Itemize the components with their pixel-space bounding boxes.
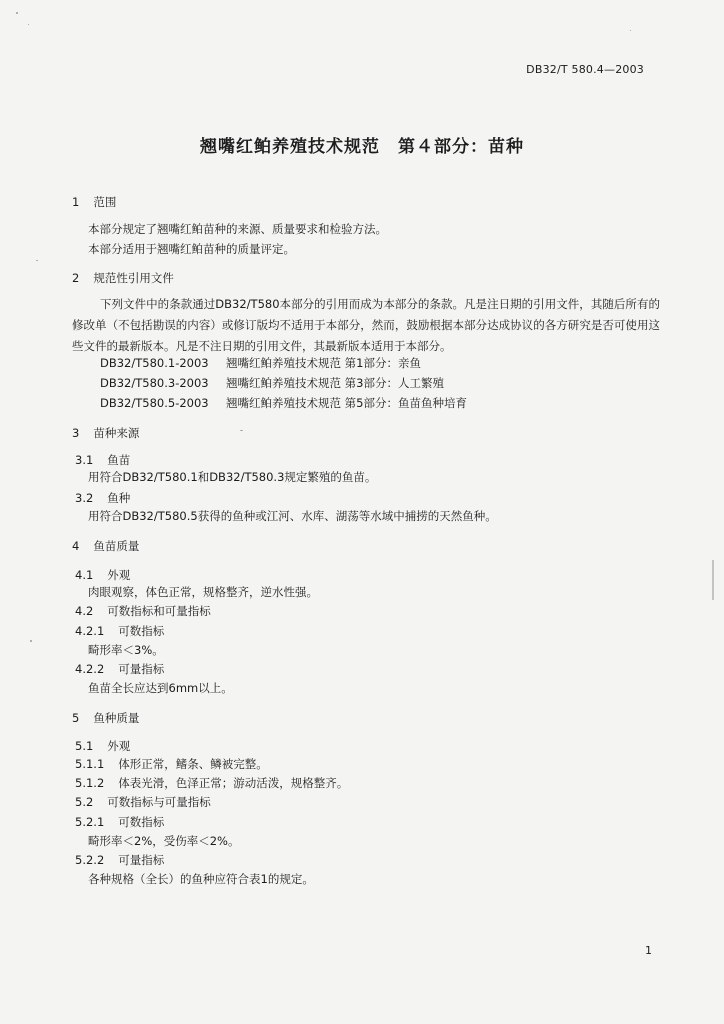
section-4-2-heading: 4.2 可数指标和可量指标: [75, 604, 211, 618]
section-4-1-heading: 4.1 外观: [75, 568, 131, 582]
ref-item: DB32/T580.5-2003 翘嘴红鲌养殖技术规范 第5部分：鱼苗鱼种培育: [100, 396, 467, 410]
section-4-heading: 4 鱼苗质量: [72, 539, 140, 553]
section-3-2-text: 用符合DB32/T580.5获得的鱼种或江河、水库、湖荡等水域中捕捞的天然鱼种。: [88, 509, 497, 523]
section-5-heading: 5 鱼种质量: [72, 711, 140, 725]
page-title: 翘嘴红鲌养殖技术规范 第４部分：苗种: [200, 137, 524, 157]
section-5-1-1-item: 5.1.1 体形正常，鳍条、鳞被完整。: [75, 757, 268, 771]
section-3-2-heading: 3.2 鱼种: [75, 491, 131, 505]
section-5-1-heading: 5.1 外观: [75, 739, 131, 753]
section-2-heading: 2 规范性引用文件: [72, 271, 174, 285]
ref-item: DB32/T580.1-2003 翘嘴红鲌养殖技术规范 第1部分：亲鱼: [100, 356, 421, 370]
scan-speck: [30, 640, 32, 642]
section-2-paragraph: 下列文件中的条款通过DB32/T580本部分的引用而成为本部分的条款。凡是注日期的引用文件，其随后所有的修改单（不包括勘误的内容）或修订版均不适用于本部分，然而，鼓励根据本部分达成协议的各方研究是否可使用这些文件的最新版本。凡是不注日期的引用文件，其最新版本适用于本部分。: [72, 297, 660, 353]
section-1-heading: 1 范围: [72, 195, 117, 209]
section-5-2-1-heading: 5.2.1 可数指标: [75, 815, 165, 829]
section-4-2-2-heading: 4.2.2 可量指标: [75, 662, 165, 676]
section-5-1-2-item: 5.1.2 体表光滑，色泽正常；游动活泼，规格整齐。: [75, 776, 349, 790]
section-1-line-2: 本部分适用于翘嘴红鲌苗种的质量评定。: [88, 242, 295, 256]
scan-speck: [240, 430, 243, 431]
section-4-2-2-text: 鱼苗全长应达到6mm以上。: [88, 681, 233, 695]
section-4-2-1-heading: 4.2.1 可数指标: [75, 624, 165, 638]
section-4-2-1-text: 畸形率＜3%。: [88, 643, 164, 657]
section-3-1-text: 用符合DB32/T580.1和DB32/T580.3规定繁殖的鱼苗。: [88, 470, 377, 484]
scan-speck: [28, 24, 29, 25]
section-1-line-1: 本部分规定了翘嘴红鲌苗种的来源、质量要求和检验方法。: [88, 222, 387, 236]
scan-speck: [630, 30, 631, 31]
section-5-2-1-text: 畸形率＜2%，受伤率＜2%。: [88, 834, 240, 848]
page-number: 1: [645, 944, 652, 957]
section-4-1-text: 肉眼观察，体色正常，规格整齐，逆水性强。: [88, 585, 318, 599]
section-5-2-heading: 5.2 可数指标与可量指标: [75, 795, 211, 809]
section-3-1-heading: 3.1 鱼苗: [75, 453, 131, 467]
scan-speck: [36, 260, 38, 261]
section-5-2-2-heading: 5.2.2 可量指标: [75, 853, 165, 867]
scan-speck: [712, 560, 714, 600]
standard-code: DB32/T 580.4—2003: [526, 63, 644, 76]
scan-speck: [16, 12, 18, 14]
ref-item: DB32/T580.3-2003 翘嘴红鲌养殖技术规范 第3部分：人工繁殖: [100, 376, 444, 390]
section-3-heading: 3 苗种来源: [72, 426, 140, 440]
section-5-2-2-text: 各种规格（全长）的鱼种应符合表1的规定。: [88, 872, 314, 886]
